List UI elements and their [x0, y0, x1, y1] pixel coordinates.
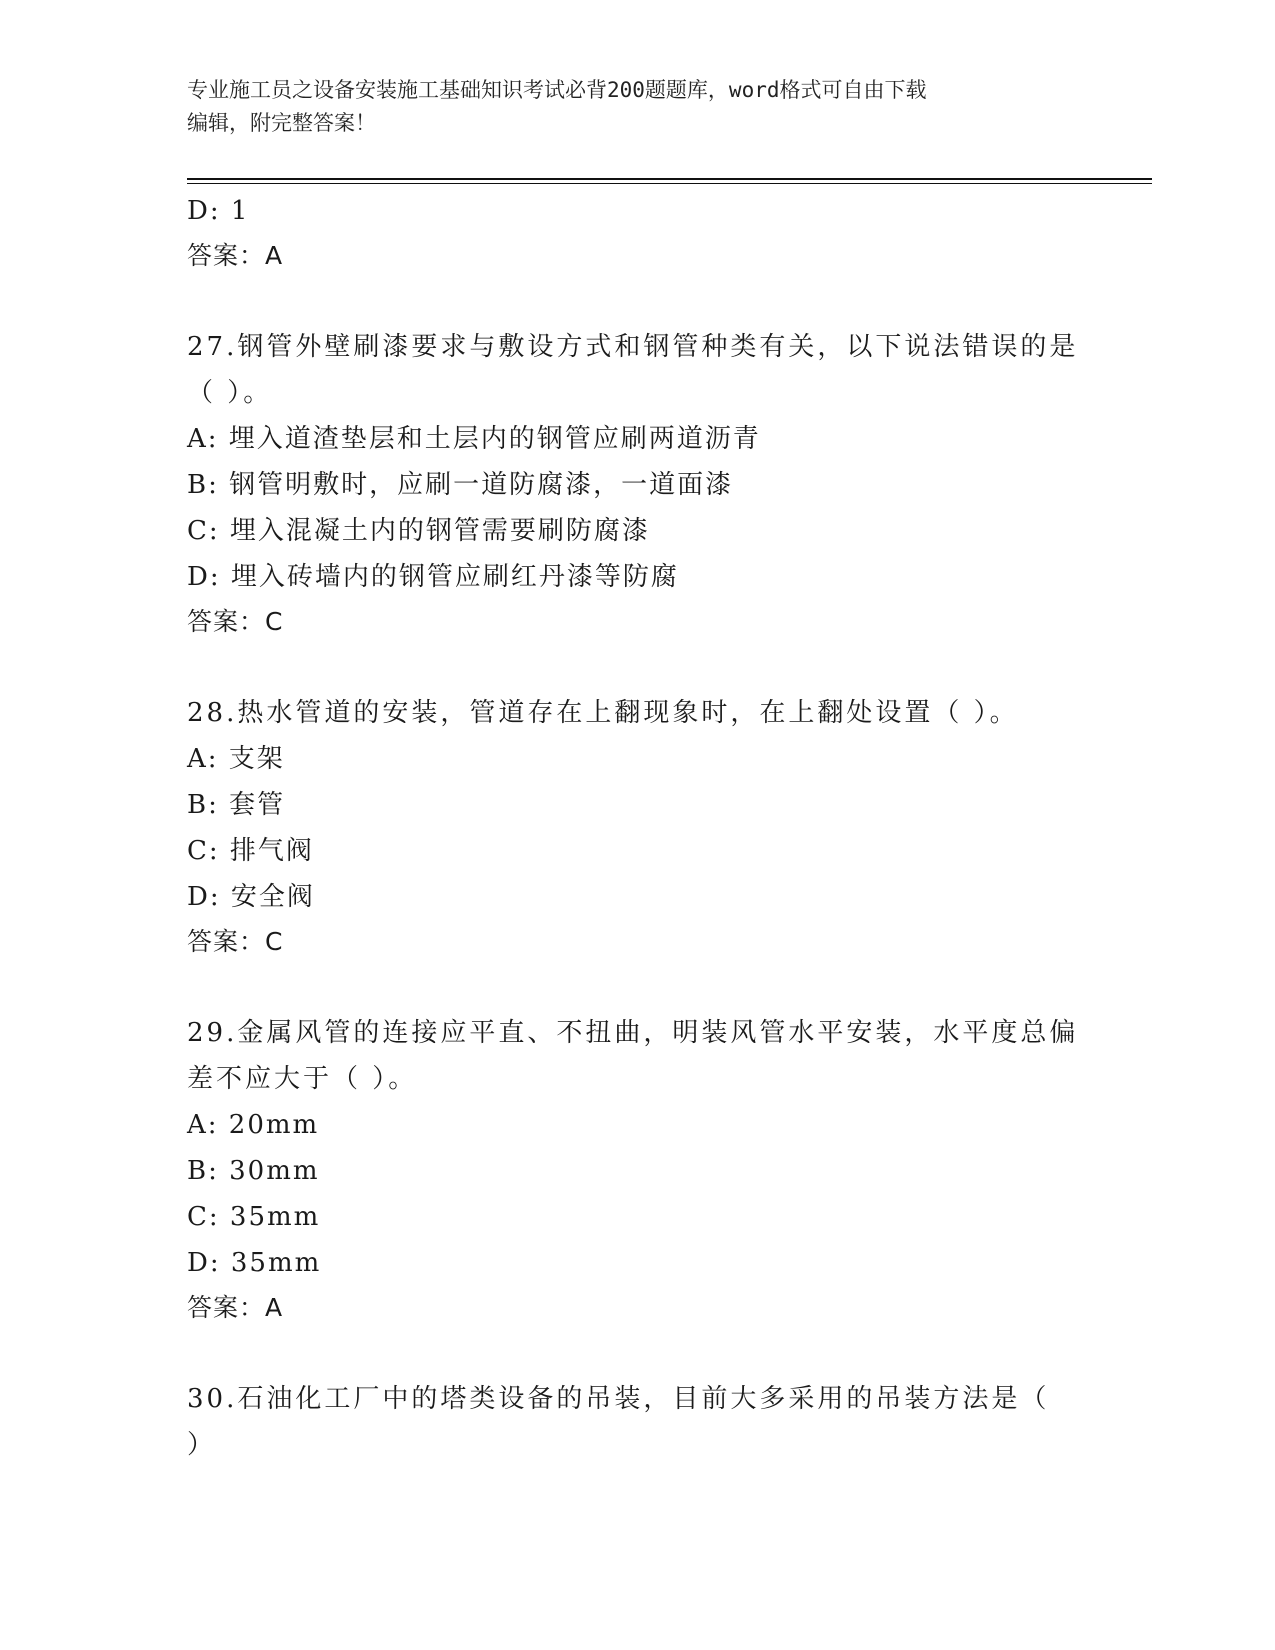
question-29	[187, 1010, 1087, 1330]
question-28	[187, 690, 1087, 964]
prev-option-d: D: 1	[187, 196, 250, 226]
option-a: A: 埋入道渣垫层和土层内的钢管应刷两道沥青	[187, 424, 761, 454]
option-c: C: 埋入混凝土内的钢管需要刷防腐漆	[187, 516, 650, 546]
question-stem-line-2: 差不应大于（ ）。	[187, 1064, 418, 1094]
option-d: D: 埋入砖墙内的钢管应刷红丹漆等防腐	[187, 562, 679, 592]
option-d: D: 安全阀	[187, 882, 315, 912]
option-c: C: 35mm	[187, 1202, 321, 1232]
header-divider-thick	[187, 178, 1152, 180]
question-30	[187, 1376, 1087, 1468]
question-stem-line-2: （ ）。	[187, 378, 273, 408]
header-divider-thin	[187, 183, 1152, 184]
document-body	[187, 188, 1087, 1468]
question-27	[187, 324, 1087, 644]
question-stem-line-2: ）	[187, 1430, 217, 1460]
option-d: D: 35mm	[187, 1248, 322, 1278]
option-a: A: 20mm	[187, 1110, 320, 1140]
option-a: A: 支架	[187, 744, 285, 774]
answer: 答案：C	[187, 607, 284, 636]
option-c: C: 排气阀	[187, 836, 314, 866]
question-stem-line-1: 27.钢管外壁刷漆要求与敷设方式和钢管种类有关，以下说法错误的是	[187, 332, 1079, 362]
option-b: B: 套管	[187, 790, 286, 820]
question-stem-line-1: 30.石油化工厂中的塔类设备的吊装，目前大多采用的吊装方法是（	[187, 1384, 1050, 1414]
prev-answer: 答案：A	[187, 241, 284, 270]
document-header	[187, 74, 1067, 140]
option-b: B: 钢管明敷时，应刷一道防腐漆，一道面漆	[187, 470, 734, 500]
answer: 答案：A	[187, 1293, 284, 1322]
option-b: B: 30mm	[187, 1156, 320, 1186]
header-line-2: 编辑，附完整答案！	[187, 111, 376, 135]
answer: 答案：C	[187, 927, 284, 956]
question-stem-line-1: 29.金属风管的连接应平直、不扭曲，明装风管水平安装，水平度总偏	[187, 1018, 1079, 1048]
header-line-1: 专业施工员之设备安装施工基础知识考试必背200题题库，word格式可自由下载	[187, 78, 927, 102]
question-stem-line-1: 28.热水管道的安装，管道存在上翻现象时，在上翻处设置（ ）。	[187, 698, 1019, 728]
